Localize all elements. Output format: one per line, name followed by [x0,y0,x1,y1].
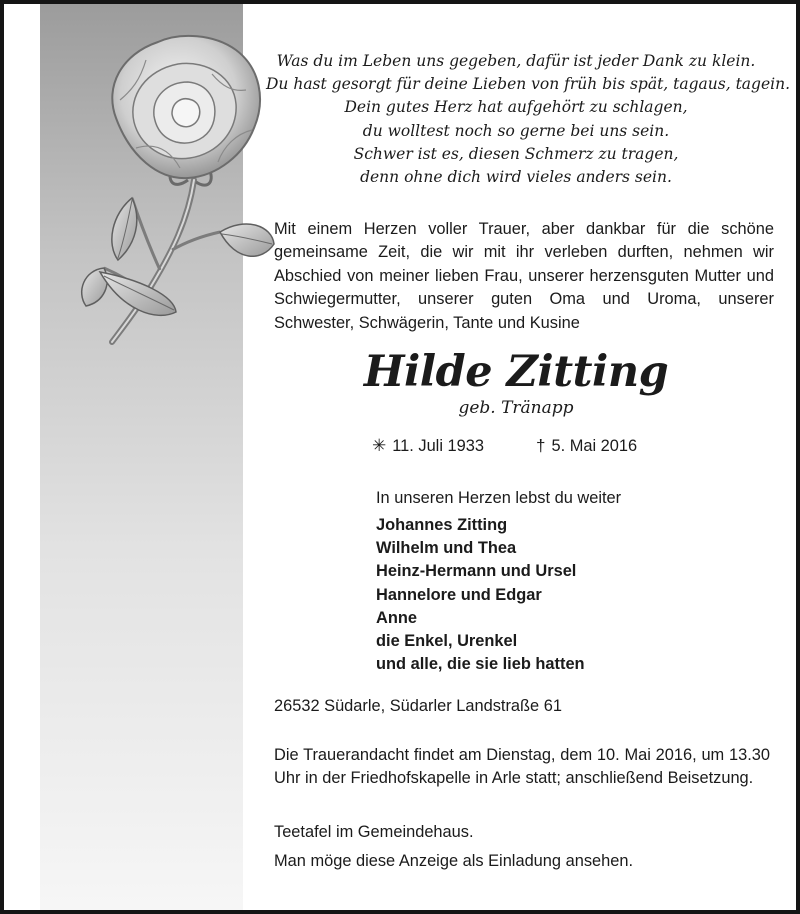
maiden-name: geb. Tränapp [458,398,574,418]
invitation-note: Man möge diese Anzeige als Einladung ansehen. [274,852,634,870]
mourner: Johannes Zitting [376,516,508,534]
birth-star-icon: ✳ [372,436,387,455]
address: 26532 Südarle, Südarler Landstraße 61 [274,697,562,715]
birth-date-text: 11. Juli 1933 [392,437,484,455]
mourners-list [376,514,585,676]
poem-line: Du hast gesorgt für deine Lieben von früh bis spät, tagaus, tagein. [266,75,791,94]
memorial-line: In unseren Herzen lebst du weiter [376,489,622,507]
poem-line: Was du im Leben uns gegeben, dafür ist jeder Dank zu klein. [276,52,756,70]
poem [266,50,791,189]
mourner: Anne [376,608,417,627]
death-cross-icon: † [536,436,546,455]
poem-line: denn ohne dich wird vieles anders sein. [360,168,672,187]
poem-line: du wolltest noch so gerne bei uns sein. [362,121,670,140]
poem-line: Schwer ist es, diesen Schmerz zu tragen, [353,144,679,163]
mourner: Wilhelm und Thea [376,539,517,558]
service-details: Die Trauerandacht findet am Dienstag, dem 10. Mai 2016, um 13.30 Uhr in der Friedhofskapelle in Arle statt; anschließend Beisetzung. [274,746,770,788]
mourner: Heinz-Hermann und Ursel [376,562,577,581]
deceased-name: Hilde Zitting [363,347,669,397]
intro-paragraph: Mit einem Herzen voller Trauer, aber dankbar für die schöne gemeinsame Zeit, die wir mit ihr verleben durften, nehmen wir Abschied von meiner lieben Frau, unserer herzensguten Mutter und Schwiegermutter, unserer guten Oma und Uroma, unserer Schwester, Schwägerin, Tante und Kusine [274,220,774,332]
death-date [536,434,637,458]
mourner: und alle, die sie lieb hatten [376,655,585,674]
mourner: Hannelore und Edgar [376,585,542,604]
poem-line: Dein gutes Herz hat aufgehört zu schlagen, [344,98,688,117]
rose-icon [76,30,276,360]
teetafel-note: Teetafel im Gemeindehaus. [274,823,474,841]
death-date-text: 5. Mai 2016 [551,437,638,455]
mourner: die Enkel, Urenkel [376,632,518,651]
birth-date [372,434,484,458]
